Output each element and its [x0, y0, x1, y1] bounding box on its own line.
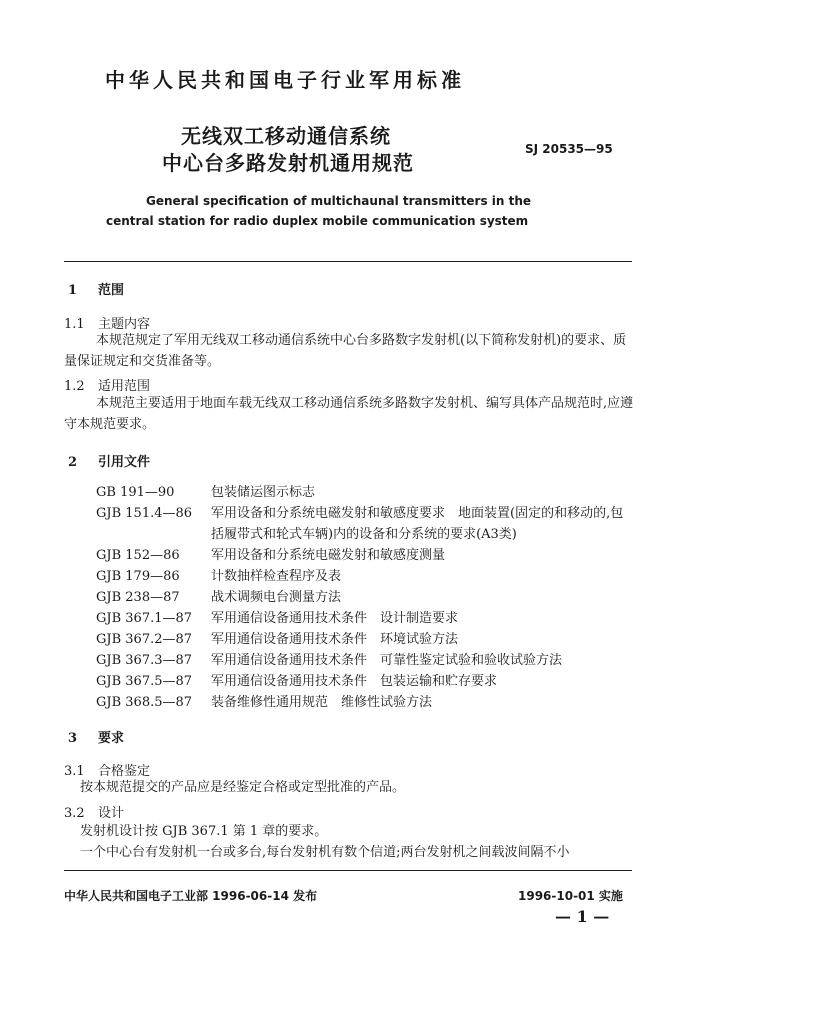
section-number: 3: [68, 731, 78, 746]
subsection-number: 3.2: [64, 806, 85, 821]
header-divider: [64, 261, 632, 262]
subsection-title: 适用范围: [98, 379, 151, 394]
subsection-3-2-heading: [64, 802, 124, 821]
reference-code: GB 191—90: [96, 485, 175, 500]
reference-title: 军用设备和分系统电磁发射和敏感度测量: [211, 548, 446, 563]
implementation-date: 1996-10-01 实施: [518, 889, 623, 903]
section-1-heading: [68, 279, 124, 298]
page-number: — 1 —: [555, 907, 610, 926]
footer-divider: [64, 870, 632, 871]
subsection-number: 3.1: [64, 764, 85, 779]
reference-code: GJB 368.5—87: [96, 695, 193, 710]
reference-title: 计数抽样检查程序及表: [211, 569, 342, 584]
title-cn-line2: 中心台多路发射机通用规范: [162, 151, 414, 175]
section-title: 范围: [98, 283, 125, 298]
reference-code: GJB 367.1—87: [96, 611, 193, 626]
reference-title: 军用通信设备通用技术条件 设计制造要求: [211, 611, 459, 626]
paragraph-1-1: 本规范规定了军用无线双工移动通信系统中心台多路数字发射机(以下简称发射机)的要求、质量保证规定和交货准备等。: [64, 333, 627, 369]
reference-code: GJB 151.4—86: [96, 506, 193, 521]
reference-code: GJB 238—87: [96, 590, 180, 605]
reference-code: GJB 179—86: [96, 569, 180, 584]
reference-title: 战术调频电台测量方法: [211, 590, 342, 605]
subsection-title: 合格鉴定: [98, 764, 151, 779]
paragraph-1-2: 本规范主要适用于地面车载无线双工移动通信系统多路数字发射机、编写具体产品规范时,应遵守本规范要求。: [64, 396, 634, 432]
subsection-number: 1.2: [64, 379, 85, 394]
paragraph-3-2-line1: 发射机设计按 GJB 367.1 第 1 章的要求。: [80, 824, 328, 839]
reference-title: 军用通信设备通用技术条件 可靠性鉴定试验和验收试验方法: [211, 653, 563, 668]
title-en-line1: General specification of multichaunal transmitters in the: [146, 194, 532, 208]
title-cn-line1: 无线双工移动通信系统: [181, 124, 391, 148]
paragraph-3-1: 按本规范提交的产品应是经鉴定合格或定型批准的产品。: [80, 780, 406, 795]
section-number: 2: [68, 455, 78, 470]
title-en-line2: central station for radio duplex mobile communication system: [106, 214, 529, 228]
reference-code: GJB 152—86: [96, 548, 180, 563]
reference-code: GJB 367.5—87: [96, 674, 193, 689]
section-title: 要求: [98, 731, 125, 746]
reference-title: 军用通信设备通用技术条件 环境试验方法: [211, 632, 459, 647]
subsection-title: 设计: [98, 806, 125, 821]
paragraph-3-2-line2: 一个中心台有发射机一台或多台,每台发射机有数个信道;两台发射机之间载波间隔不小: [80, 845, 570, 860]
subsection-1-2-heading: [64, 375, 150, 394]
issue-date: 中华人民共和国电子工业部 1996-06-14 发布: [64, 889, 318, 903]
reference-title: 军用通信设备通用技术条件 包装运输和贮存要求: [211, 674, 498, 689]
reference-code: GJB 367.2—87: [96, 632, 193, 647]
subsection-title: 主题内容: [98, 317, 151, 332]
ministry-header: 中华人民共和国电子行业军用标准: [105, 68, 465, 92]
section-number: 1: [68, 283, 78, 298]
section-title: 引用文件: [98, 455, 151, 470]
reference-title: 装备维修性通用规范 维修性试验方法: [211, 695, 433, 710]
reference-code: GJB 367.3—87: [96, 653, 193, 668]
reference-title: 军用设备和分系统电磁发射和敏感度要求 地面装置(固定的和移动的,包括履带式和轮式车辆)内的设备和分系统的要求(A3类): [211, 506, 624, 542]
standard-number: SJ 20535—95: [525, 142, 613, 156]
subsection-number: 1.1: [64, 317, 85, 332]
section-3-heading: [68, 727, 124, 746]
section-2-heading: [68, 451, 150, 470]
reference-title: 包装储运图示标志: [211, 485, 316, 500]
